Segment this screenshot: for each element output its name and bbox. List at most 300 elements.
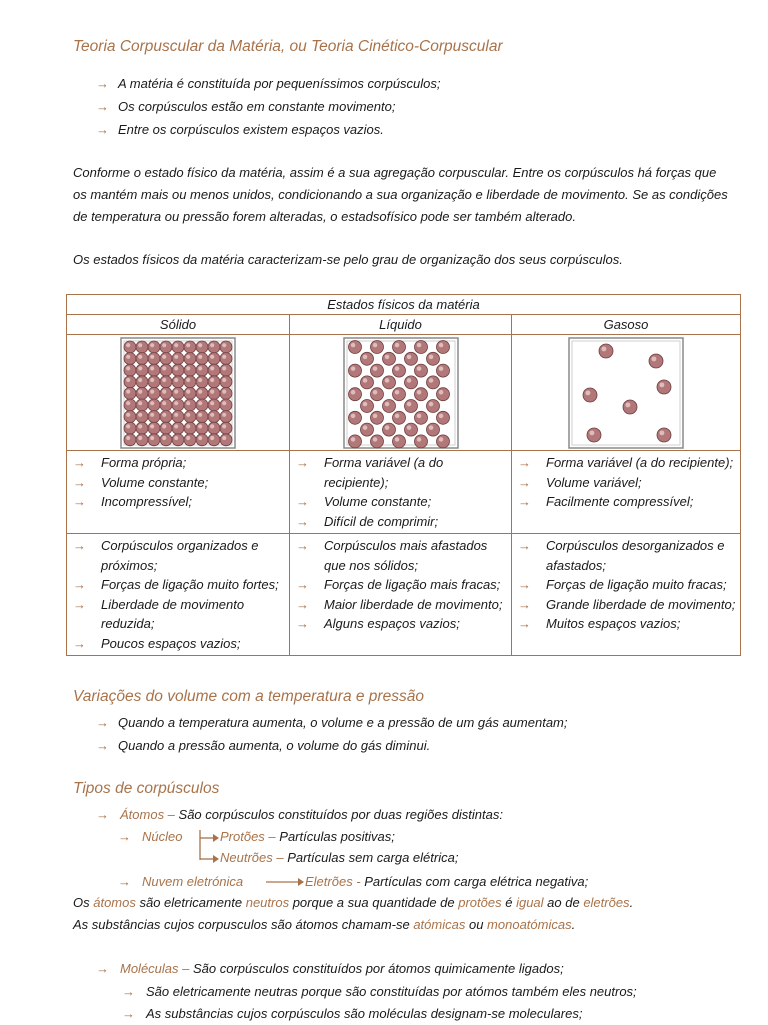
particle-highlight bbox=[198, 389, 202, 393]
list-item: → Incompressível; bbox=[73, 492, 287, 512]
particle-highlight bbox=[174, 366, 178, 370]
particle bbox=[404, 352, 417, 365]
particle bbox=[172, 341, 184, 353]
particle-highlight bbox=[162, 389, 166, 393]
arrow-icon: → bbox=[73, 455, 86, 470]
nucleus-term: Núcleo bbox=[142, 829, 183, 844]
particle-highlight bbox=[350, 413, 355, 418]
arrow-icon: → bbox=[122, 1006, 135, 1021]
arrow-icon: → bbox=[96, 715, 109, 730]
particle bbox=[148, 341, 160, 353]
electrons-term: Eletrões - bbox=[305, 874, 361, 889]
particle-highlight bbox=[198, 366, 202, 370]
list-item: → Muitos espaços vazios; bbox=[518, 614, 738, 634]
particle-highlight bbox=[150, 401, 154, 405]
intro-bullet-list bbox=[96, 72, 441, 141]
particle bbox=[196, 352, 208, 364]
particle bbox=[136, 410, 148, 422]
particle-highlight bbox=[186, 401, 190, 405]
arrow-icon: → bbox=[96, 738, 109, 753]
particle-highlight bbox=[150, 389, 154, 393]
particle-highlight bbox=[625, 402, 630, 407]
particle-highlight bbox=[126, 435, 130, 439]
particle bbox=[124, 399, 136, 411]
list-item: → Corpúsculos organizados e próximos; bbox=[73, 538, 259, 573]
particle bbox=[208, 341, 220, 353]
particle bbox=[208, 364, 220, 376]
particle-highlight bbox=[362, 378, 367, 383]
particle bbox=[370, 364, 383, 377]
particle-highlight bbox=[150, 412, 154, 416]
arrow-icon: → bbox=[518, 577, 531, 592]
header-solid: Sólido bbox=[67, 315, 290, 335]
paragraph-aggregation: Conforme o estado físico da matéria, assim é a sua agregação corpuscular. Entre os corpúsculos há forças que os mantém mais ou menos unidos, condicionando a sua organização e liberdade de movimento. Se as condições de temperatura ou pressão forem alteradas, o estadsofísico pode ser também alterado. bbox=[73, 165, 728, 224]
particle bbox=[148, 352, 160, 364]
molecules-line: → Moléculas – São corpúsculos constituídos por átomos quimicamente ligados; bbox=[96, 958, 564, 980]
particle bbox=[392, 411, 405, 424]
particle-highlight bbox=[126, 354, 130, 358]
particle bbox=[124, 433, 136, 445]
particle-highlight bbox=[416, 413, 421, 418]
particle-highlight bbox=[162, 435, 166, 439]
particle bbox=[623, 400, 637, 414]
particle bbox=[160, 341, 172, 353]
particle bbox=[426, 399, 439, 412]
list-item: → Volume constante; bbox=[296, 492, 509, 512]
particle-highlight bbox=[186, 412, 190, 416]
particle-highlight bbox=[428, 354, 433, 359]
particle-highlight bbox=[362, 425, 367, 430]
particle bbox=[124, 387, 136, 399]
particle-highlight bbox=[174, 424, 178, 428]
particle-highlight bbox=[198, 412, 202, 416]
particle-highlight bbox=[659, 430, 664, 435]
particle-highlight bbox=[186, 366, 190, 370]
particle bbox=[208, 399, 220, 411]
particle-highlight bbox=[438, 437, 443, 442]
list-item: → Entre os corpúsculos existem espaços vazios. bbox=[96, 118, 441, 141]
solid-properties bbox=[67, 451, 290, 534]
particle bbox=[160, 410, 172, 422]
particle bbox=[172, 410, 184, 422]
atoms-line: → Átomos – São corpúsculos constituídos por duas regiões distintas: bbox=[96, 804, 503, 826]
particle bbox=[184, 422, 196, 434]
particle bbox=[196, 341, 208, 353]
particle-highlight bbox=[362, 401, 367, 406]
particle-highlight bbox=[438, 342, 443, 347]
particle bbox=[360, 423, 373, 436]
list-item: → A matéria é constituída por pequeníssimos corpúsculos; bbox=[96, 72, 441, 95]
particle bbox=[148, 433, 160, 445]
particle-highlight bbox=[174, 435, 178, 439]
particle bbox=[414, 434, 427, 447]
particle bbox=[196, 410, 208, 422]
list-item: → Forma própria; bbox=[73, 453, 287, 473]
particle-highlight bbox=[126, 389, 130, 393]
particle bbox=[404, 375, 417, 388]
list-item: → Forma variável (a do recipiente); bbox=[518, 453, 738, 473]
particle bbox=[414, 387, 427, 400]
particle-highlight bbox=[210, 412, 214, 416]
section-title-corpuscles: Tipos de corpúsculos bbox=[73, 780, 220, 797]
arrow-icon: → bbox=[73, 538, 86, 553]
particle-highlight bbox=[406, 378, 411, 383]
list-item: → Poucos espaços vazios; bbox=[73, 634, 287, 654]
particle-highlight bbox=[174, 389, 178, 393]
list-item: → Quando a temperatura aumenta, o volume e a pressão de um gás aumentam; bbox=[96, 711, 567, 734]
neutrons-line: Neutrões – Partículas sem carga elétrica; bbox=[220, 850, 459, 865]
particle-highlight bbox=[438, 366, 443, 371]
atomic-substances-sentence: As substâncias cujos corpusculos são átomos chamam-se atómicas ou monoatómicas. bbox=[73, 917, 576, 932]
particle bbox=[136, 364, 148, 376]
particle-highlight bbox=[394, 437, 399, 442]
particle bbox=[208, 375, 220, 387]
list-item: → Forma variável (a do recipiente); bbox=[296, 455, 444, 490]
gas-particle-properties bbox=[512, 534, 741, 656]
list-item: → Liberdade de movimento reduzida; bbox=[73, 596, 245, 631]
particle-highlight bbox=[428, 401, 433, 406]
particle-highlight bbox=[162, 377, 166, 381]
particle-highlight bbox=[150, 366, 154, 370]
arrow-icon: → bbox=[518, 596, 531, 612]
particle bbox=[370, 387, 383, 400]
particle-highlight bbox=[601, 346, 606, 351]
arrow-icon: → bbox=[96, 961, 109, 976]
particle-highlight bbox=[222, 366, 226, 370]
particle bbox=[414, 411, 427, 424]
arrow-icon: → bbox=[73, 596, 86, 612]
particle-highlight bbox=[222, 343, 226, 347]
particle-highlight bbox=[372, 366, 377, 371]
arrow-icon: → bbox=[518, 494, 531, 509]
particle-highlight bbox=[416, 389, 421, 394]
particle bbox=[360, 352, 373, 365]
particle bbox=[184, 387, 196, 399]
particle-highlight bbox=[174, 401, 178, 405]
arrow-icon: → bbox=[122, 984, 135, 999]
particle bbox=[136, 399, 148, 411]
particle-highlight bbox=[416, 437, 421, 442]
particle bbox=[426, 375, 439, 388]
arrow-icon: → bbox=[96, 122, 109, 137]
particle bbox=[220, 341, 232, 353]
particle bbox=[196, 364, 208, 376]
atoms-neutral-sentence: Os átomos são eletricamente neutros porque a sua quantidade de protões é igual ao de eletrões. bbox=[73, 895, 634, 910]
arrow-icon: → bbox=[518, 616, 531, 631]
particle-highlight bbox=[150, 435, 154, 439]
protons-term: Protões – bbox=[220, 829, 276, 844]
particle bbox=[649, 354, 663, 368]
list-item: → Corpúsculos desorganizados e afastados; bbox=[518, 538, 725, 573]
particle-highlight bbox=[394, 342, 399, 347]
particle bbox=[172, 375, 184, 387]
arrow-icon: → bbox=[73, 635, 86, 651]
liquid-image-cell bbox=[290, 335, 512, 451]
particle-highlight bbox=[198, 377, 202, 381]
gas-properties bbox=[512, 451, 741, 534]
particle-highlight bbox=[394, 389, 399, 394]
particle-highlight bbox=[210, 435, 214, 439]
particle bbox=[348, 364, 361, 377]
header-liquid: Líquido bbox=[290, 315, 512, 335]
list-item: → Volume variável; bbox=[518, 473, 738, 493]
nucleus-line bbox=[118, 826, 182, 848]
particle-highlight bbox=[186, 389, 190, 393]
particle-highlight bbox=[162, 354, 166, 358]
list-item: → Grande liberdade de movimento; bbox=[518, 595, 738, 615]
particle-highlight bbox=[438, 413, 443, 418]
particle-highlight bbox=[350, 342, 355, 347]
particle-highlight bbox=[162, 412, 166, 416]
particle-highlight bbox=[394, 366, 399, 371]
arrow-icon: → bbox=[296, 616, 309, 631]
particle bbox=[160, 364, 172, 376]
particle bbox=[436, 387, 449, 400]
arrow-icon: → bbox=[96, 99, 109, 114]
particle bbox=[208, 410, 220, 422]
particle-highlight bbox=[126, 424, 130, 428]
arrow-icon: → bbox=[96, 807, 109, 822]
particle bbox=[348, 434, 361, 447]
particle-highlight bbox=[186, 354, 190, 358]
particle-highlight bbox=[210, 377, 214, 381]
table-caption: Estados físicos da matéria bbox=[67, 295, 741, 315]
particle-highlight bbox=[174, 343, 178, 347]
particle-highlight bbox=[126, 343, 130, 347]
particle bbox=[136, 422, 148, 434]
particle bbox=[436, 434, 449, 447]
particle bbox=[220, 375, 232, 387]
particle-highlight bbox=[210, 401, 214, 405]
particle bbox=[184, 399, 196, 411]
solid-particle-properties bbox=[67, 534, 290, 656]
arrow-icon: → bbox=[296, 455, 309, 470]
list-item: → Forças de ligação muito fortes; bbox=[73, 575, 287, 595]
particle-highlight bbox=[372, 437, 377, 442]
particle bbox=[184, 341, 196, 353]
molecule-bullet-2: → As substâncias cujos corpúsculos são moléculas designam-se moleculares; bbox=[122, 1003, 582, 1025]
particle-highlight bbox=[372, 413, 377, 418]
particle-highlight bbox=[198, 354, 202, 358]
particle-highlight bbox=[198, 435, 202, 439]
particle bbox=[148, 399, 160, 411]
particle-highlight bbox=[222, 354, 226, 358]
particle bbox=[583, 388, 597, 402]
particle bbox=[370, 434, 383, 447]
particle bbox=[392, 387, 405, 400]
particle bbox=[172, 364, 184, 376]
particle-highlight bbox=[210, 354, 214, 358]
particle-highlight bbox=[210, 343, 214, 347]
list-item: → Forças de ligação mais fracas; bbox=[296, 575, 509, 595]
particle-highlight bbox=[198, 424, 202, 428]
particle-highlight bbox=[138, 424, 142, 428]
particle bbox=[392, 434, 405, 447]
molecule-bullet-1: → São eletricamente neutras porque são constituídas por atómos também eles neutros; bbox=[122, 981, 637, 1003]
particle bbox=[196, 433, 208, 445]
particle bbox=[220, 422, 232, 434]
list-item: → Quando a pressão aumenta, o volume do gás diminui. bbox=[96, 734, 567, 757]
particle bbox=[220, 399, 232, 411]
particle bbox=[404, 423, 417, 436]
particle bbox=[436, 364, 449, 377]
molecules-term: Moléculas – bbox=[120, 961, 190, 976]
particle-highlight bbox=[138, 412, 142, 416]
particle bbox=[136, 341, 148, 353]
list-item: → Corpúsculos mais afastados que nos sólidos; bbox=[296, 538, 488, 573]
particle bbox=[587, 428, 601, 442]
arrow-icon: → bbox=[73, 494, 86, 509]
particle bbox=[348, 411, 361, 424]
particle-highlight bbox=[416, 366, 421, 371]
cloud-arrow-icon bbox=[265, 876, 305, 888]
particle bbox=[172, 387, 184, 399]
list-item: → Facilmente compressível; bbox=[518, 492, 738, 512]
particle bbox=[160, 375, 172, 387]
particle-highlight bbox=[372, 342, 377, 347]
particle-highlight bbox=[198, 401, 202, 405]
solid-particles-diagram bbox=[120, 337, 236, 449]
particle bbox=[184, 375, 196, 387]
particle bbox=[172, 399, 184, 411]
solid-image-cell bbox=[67, 335, 290, 451]
neutrons-term: Neutrões – bbox=[220, 850, 284, 865]
list-item: → Alguns espaços vazios; bbox=[296, 614, 509, 634]
particle bbox=[136, 433, 148, 445]
cloud-term: Nuvem eletrónica bbox=[142, 874, 244, 889]
particle-highlight bbox=[222, 401, 226, 405]
particle-highlight bbox=[138, 354, 142, 358]
particle-highlight bbox=[174, 377, 178, 381]
page-title: Teoria Corpuscular da Matéria, ou Teoria Cinético-Corpuscular bbox=[73, 38, 503, 55]
particle-highlight bbox=[222, 435, 226, 439]
particle-highlight bbox=[174, 412, 178, 416]
particle bbox=[160, 422, 172, 434]
particle bbox=[148, 375, 160, 387]
particle bbox=[148, 410, 160, 422]
particle-highlight bbox=[126, 401, 130, 405]
particle-highlight bbox=[406, 354, 411, 359]
particle-highlight bbox=[384, 401, 389, 406]
cloud-line bbox=[118, 871, 243, 893]
particle-highlight bbox=[210, 366, 214, 370]
particle bbox=[208, 433, 220, 445]
particle-highlight bbox=[138, 389, 142, 393]
nucleus-branch-icon bbox=[196, 828, 220, 864]
particle-highlight bbox=[186, 343, 190, 347]
particle-highlight bbox=[589, 430, 594, 435]
particle bbox=[360, 399, 373, 412]
particle bbox=[184, 433, 196, 445]
particle-highlight bbox=[222, 424, 226, 428]
particle-highlight bbox=[438, 389, 443, 394]
paragraph-states: Os estados físicos da matéria caracterizam-se pelo grau de organização dos seus corpúsculos. bbox=[73, 252, 623, 267]
particle-highlight bbox=[150, 424, 154, 428]
liquid-particles-diagram bbox=[343, 337, 459, 449]
particle-highlight bbox=[198, 343, 202, 347]
particle-highlight bbox=[162, 343, 166, 347]
particle bbox=[148, 364, 160, 376]
particle bbox=[184, 410, 196, 422]
list-item: → Forças de ligação muito fracas; bbox=[518, 575, 738, 595]
electrons-line: Eletrões - Partículas com carga elétrica negativa; bbox=[305, 874, 589, 889]
particle-highlight bbox=[138, 343, 142, 347]
particle bbox=[426, 423, 439, 436]
particle bbox=[360, 375, 373, 388]
particle bbox=[657, 428, 671, 442]
particle bbox=[382, 352, 395, 365]
particle-highlight bbox=[406, 401, 411, 406]
particle-highlight bbox=[394, 413, 399, 418]
particle-highlight bbox=[384, 378, 389, 383]
particle bbox=[370, 411, 383, 424]
particle-highlight bbox=[350, 366, 355, 371]
particle bbox=[220, 364, 232, 376]
protons-line: Protões – Partículas positivas; bbox=[220, 829, 395, 844]
particle bbox=[404, 399, 417, 412]
particle bbox=[136, 375, 148, 387]
gas-particles-diagram bbox=[568, 337, 684, 449]
liquid-properties bbox=[290, 451, 512, 534]
particle-highlight bbox=[138, 401, 142, 405]
particle-highlight bbox=[138, 377, 142, 381]
arrow-icon: → bbox=[518, 538, 531, 553]
particle-highlight bbox=[222, 389, 226, 393]
particle-highlight bbox=[406, 425, 411, 430]
particle-highlight bbox=[362, 354, 367, 359]
particle-highlight bbox=[162, 424, 166, 428]
particle-highlight bbox=[350, 437, 355, 442]
arrow-icon: → bbox=[73, 474, 86, 490]
particle bbox=[136, 387, 148, 399]
particle bbox=[148, 422, 160, 434]
particle bbox=[208, 387, 220, 399]
particle bbox=[414, 364, 427, 377]
particle-highlight bbox=[651, 356, 656, 361]
particle bbox=[426, 352, 439, 365]
particle bbox=[382, 423, 395, 436]
arrow-icon: → bbox=[296, 494, 309, 509]
particle bbox=[436, 411, 449, 424]
liquid-particle-properties bbox=[290, 534, 512, 656]
particle bbox=[657, 380, 671, 394]
particle-highlight bbox=[150, 354, 154, 358]
particle-highlight bbox=[162, 366, 166, 370]
particle bbox=[184, 364, 196, 376]
list-item: → Os corpúsculos estão em constante movimento; bbox=[96, 95, 441, 118]
particle bbox=[599, 344, 613, 358]
particle bbox=[414, 340, 427, 353]
particle bbox=[184, 352, 196, 364]
particle-highlight bbox=[210, 424, 214, 428]
particle-highlight bbox=[210, 389, 214, 393]
particle bbox=[124, 364, 136, 376]
arrow-icon: → bbox=[118, 829, 131, 844]
arrow-icon: → bbox=[96, 76, 109, 91]
particle bbox=[220, 387, 232, 399]
particle-highlight bbox=[150, 377, 154, 381]
particle bbox=[172, 433, 184, 445]
particle bbox=[124, 422, 136, 434]
particle bbox=[382, 375, 395, 388]
particle-highlight bbox=[428, 378, 433, 383]
particle-highlight bbox=[162, 401, 166, 405]
particle bbox=[208, 422, 220, 434]
list-item: → Volume constante; bbox=[73, 473, 287, 493]
particle bbox=[196, 399, 208, 411]
particle bbox=[436, 340, 449, 353]
list-item: → Difícil de comprimir; bbox=[296, 512, 509, 532]
